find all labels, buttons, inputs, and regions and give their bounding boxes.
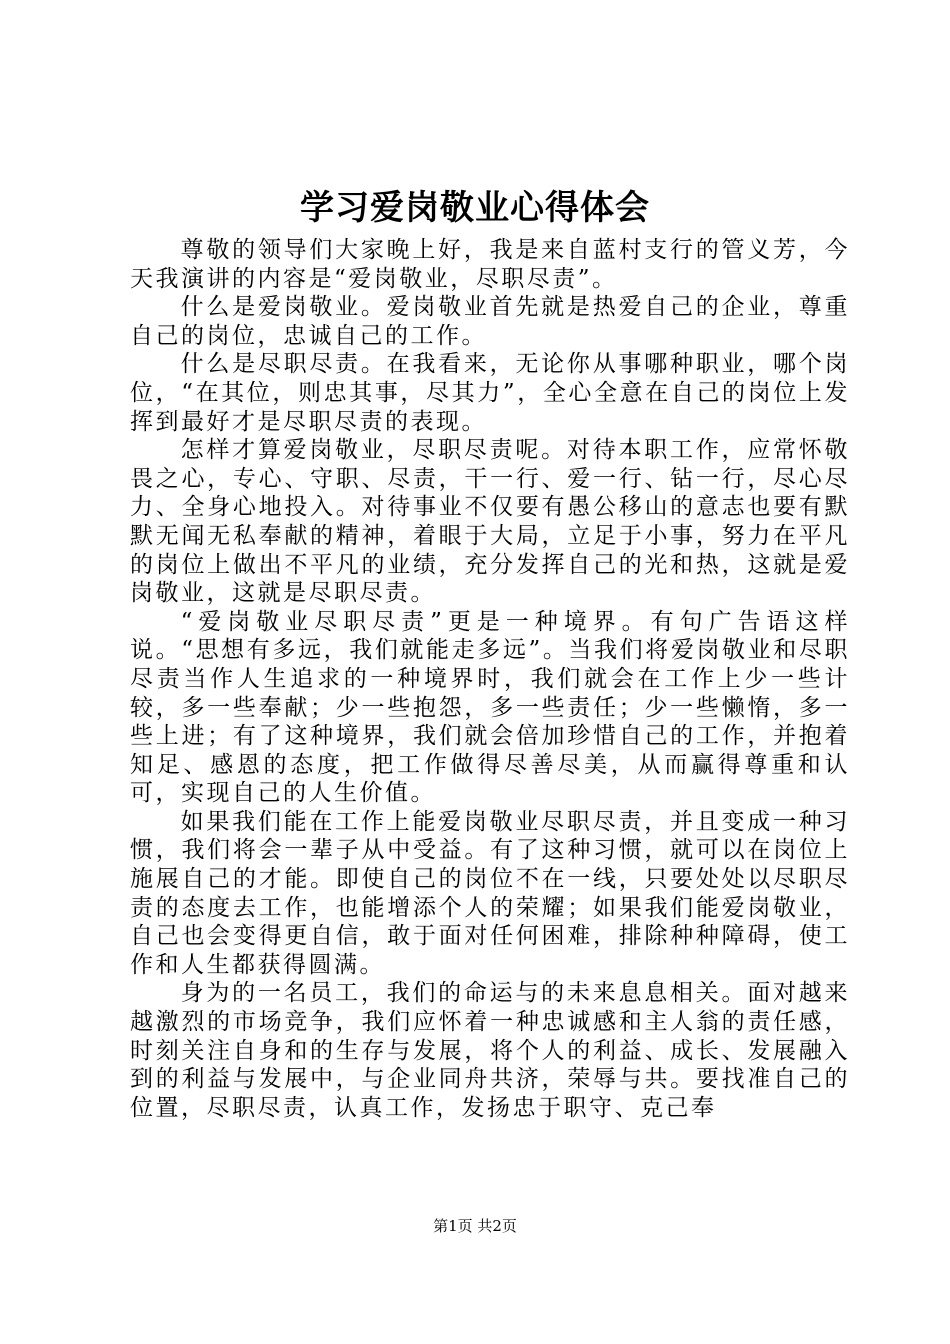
paragraph-greeting: 尊敬的领导们大家晚上好，我是来自蓝村支行的管义芳，今天我演讲的内容是“爱岗敬业，尽职尽责”。	[130, 237, 850, 292]
paragraph-employee: 身为的一名员工，我们的命运与的未来息息相关。面对越来越激烈的市场竞争，我们应怀着一种忠诚感和主人翁的责任感，时刻关注自身和的生存与发展，将个人的利益、成长、发展融入到的利益与发展中，与企业同舟共济，荣辱与共。要找准自己的位置，尽职尽责，认真工作，发扬忠于职守、克己奉	[130, 980, 850, 1121]
paragraph-realm: “爱岗敬业尽职尽责”更是一种境界。有句广告语这样说。“思想有多远，我们就能走多远”。当我们将爱岗敬业和尽职尽责当作人生追求的一种境界时，我们就会在工作上少一些计较，多一些奉献；少一些抱怨，多一些责任；少一些懒惰，多一些上进；有了这种境界，我们就会倍加珍惜自己的工作，并抱着知足、感恩的态度，把工作做得尽善尽美，从而赢得尊重和认可，实现自己的人生价值。	[130, 608, 850, 807]
paragraph-definition-aigang: 什么是爱岗敬业。爱岗敬业首先就是热爱自己的企业，尊重自己的岗位，忠诚自己的工作。	[130, 294, 850, 349]
paragraph-how-to: 怎样才算爱岗敬业，尽职尽责呢。对待本职工作，应常怀敬畏之心，专心、守职、尽责，干一行、爱一行、钻一行，尽心尽力、全身心地投入。对待事业不仅要有愚公移山的意志也要有默默无闻无私奉献的精神，着眼于大局，立足于小事，努力在平凡的岗位上做出不平凡的业绩，充分发挥自己的光和热，这就是爱岗敬业，这就是尽职尽责。	[130, 437, 850, 607]
page-footer: 第1页 共2页	[433, 1217, 517, 1235]
paragraph-definition-jinzhi: 什么是尽职尽责。在我看来，无论你从事哪种职业，哪个岗位，“在其位，则忠其事，尽其力”，全心全意在自己的岗位上发挥到最好才是尽职尽责的表现。	[130, 351, 850, 435]
document-body	[130, 236, 850, 1122]
document-title: 学习爱岗敬业心得体会	[300, 188, 650, 228]
paragraph-habit: 如果我们能在工作上能爱岗敬业尽职尽责，并且变成一种习惯，我们将会一辈子从中受益。有了这种习惯，就可以在岗位上施展自己的才能。即使自己的岗位不在一线，只要处处以尽职尽责的态度去工作，也能增添个人的荣耀；如果我们能爱岗敬业，自己也会变得更自信，敢于面对任何困难，排除种种障碍，使工作和人生都获得圆满。	[130, 808, 850, 978]
